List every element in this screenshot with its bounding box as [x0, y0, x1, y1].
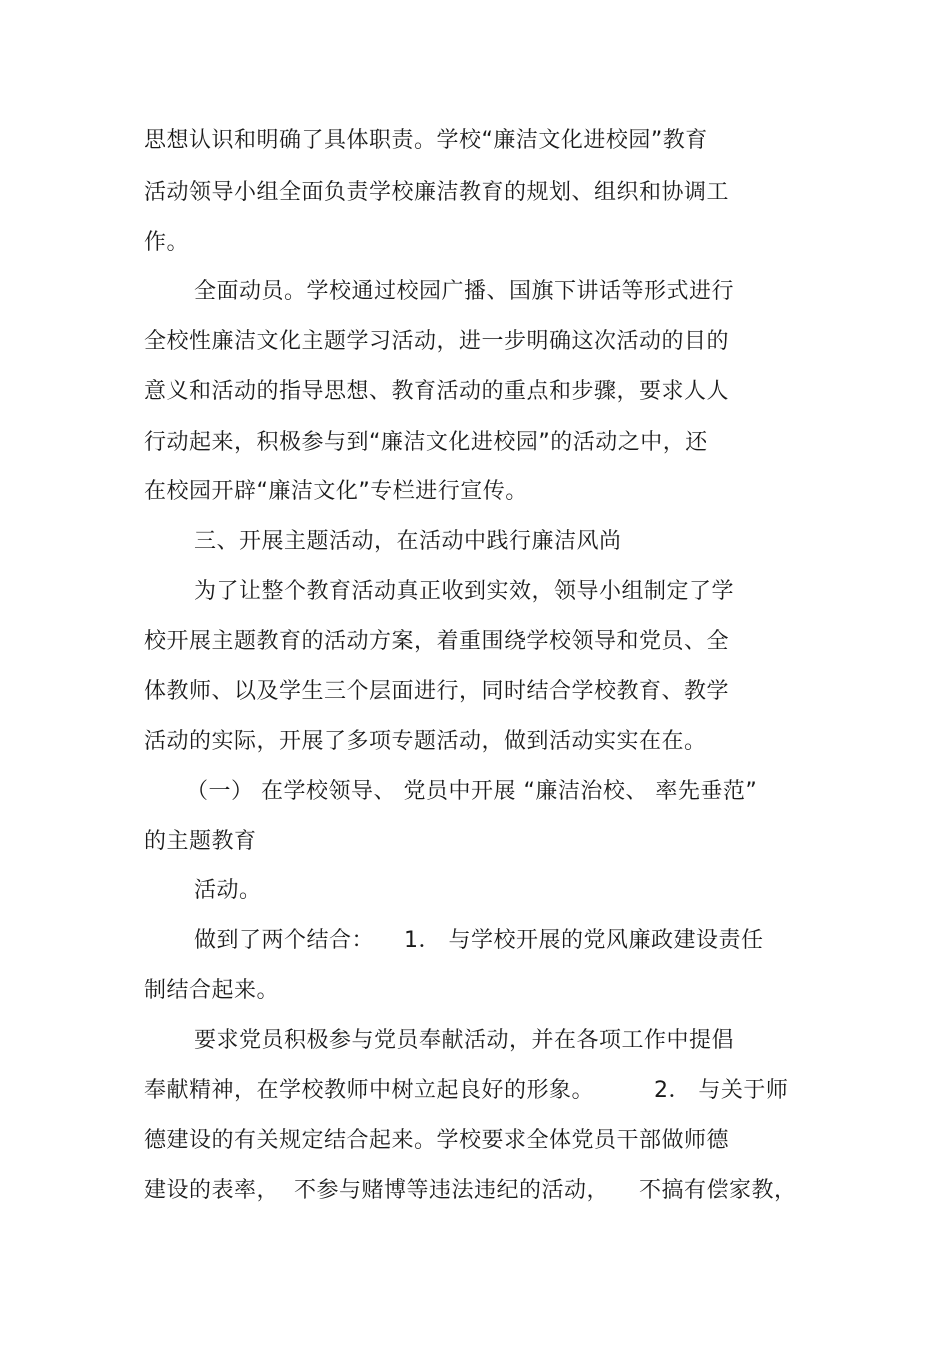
text-line: 做到了两个结合： 1． 与学校开展的党风廉政建设责任 — [194, 928, 764, 953]
text-line: 体教师、以及学生三个层面进行，同时结合学校教育、教学 — [144, 679, 730, 704]
text-line: 意义和活动的指导思想、教育活动的重点和步骤，要求人人 — [144, 379, 730, 404]
text-line: 活动。 — [194, 878, 262, 903]
text-line: 制结合起来。 — [144, 978, 280, 1003]
text-line: 全面动员。学校通过校园广播、国旗下讲话等形式进行 — [194, 279, 735, 304]
text-line: 思想认识和明确了具体职责。学校“廉洁文化进校园”教育 — [144, 128, 708, 153]
text-line: 德建设的有关规定结合起来。学校要求全体党员干部做师德 — [144, 1128, 730, 1153]
text-line: 建设的表率， 不参与赌博等违法违纪的活动， 不搞有偿家教， — [144, 1178, 797, 1203]
subsection-heading: （一） 在学校领导、 党员中开展 “廉洁治校、 率先垂范” — [186, 779, 758, 804]
text-line: 行动起来，积极参与到“廉洁文化进校园”的活动之中，还 — [144, 430, 708, 455]
text-line: 的主题教育 — [144, 829, 257, 854]
text-line: 活动领导小组全面负责学校廉洁教育的规划、组织和协调工 — [144, 180, 730, 205]
section-heading: 三、开展主题活动，在活动中践行廉洁风尚 — [194, 529, 622, 554]
text-line: 在校园开辟“廉洁文化”专栏进行宣传。 — [144, 479, 528, 504]
text-line: 全校性廉洁文化主题学习活动，进一步明确这次活动的目的 — [144, 329, 730, 354]
text-line: 为了让整个教育活动真正收到实效，领导小组制定了学 — [194, 579, 735, 604]
text-line: 活动的实际，开展了多项专题活动，做到活动实实在在。 — [144, 729, 707, 754]
text-line: 奉献精神，在学校教师中树立起良好的形象。 2． 与关于师 — [144, 1078, 789, 1103]
text-line: 作。 — [144, 230, 190, 255]
text-line: 要求党员积极参与党员奉献活动，并在各项工作中提倡 — [194, 1028, 735, 1053]
text-line: 校开展主题教育的活动方案，着重围绕学校领导和党员、全 — [144, 629, 730, 654]
